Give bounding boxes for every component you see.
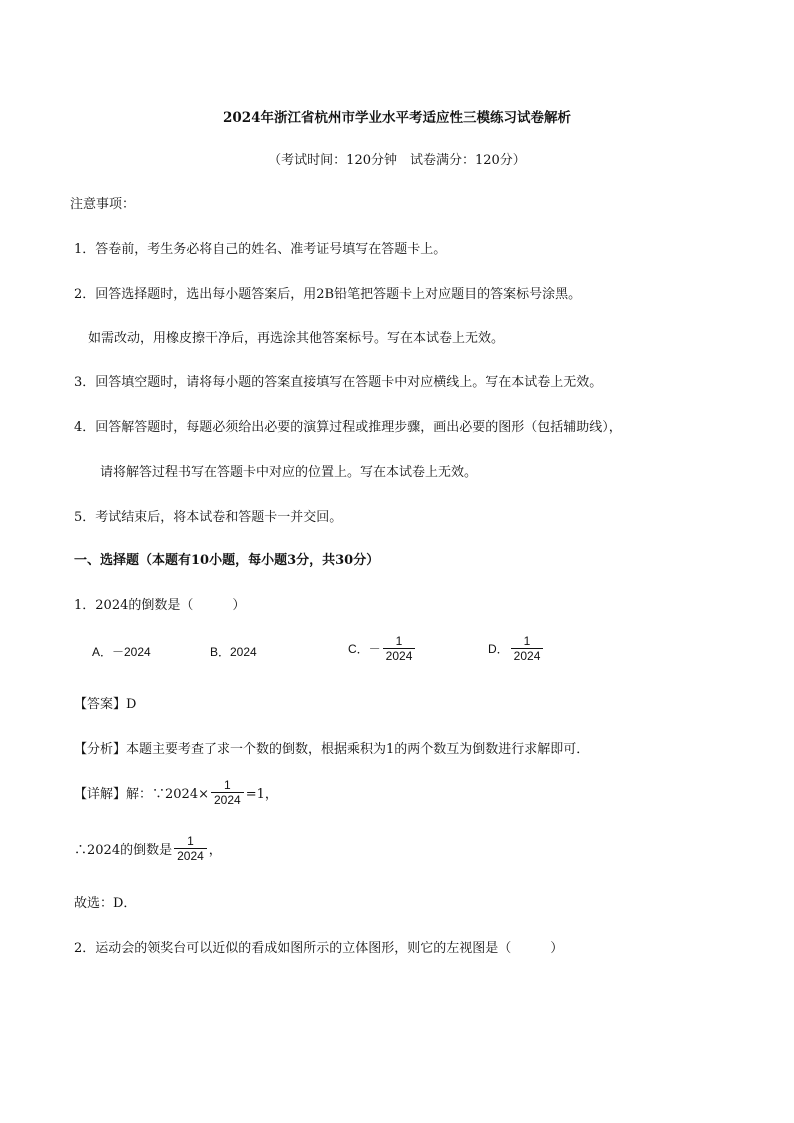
q1-conclusion-prefix: ∴2024的倒数是 [74,843,173,858]
q1-conclusion [74,834,222,863]
q1-option-b [210,643,257,660]
fraction-denominator: 2024 [511,648,544,663]
q1-option-c-fraction [383,634,416,663]
notice-item-2-cont: 如需改动，用橡皮擦干净后，再选涂其他答案标号。写在本试卷上无效。 [88,331,505,346]
q1-detail-suffix: =1， [245,787,278,802]
q1-conclusion-fraction [174,834,207,863]
fraction-numerator: 1 [395,634,403,648]
notice-item-5: 5．考试结束后，将本试卷和答题卡一并交回。 [74,510,343,525]
notice-item-1: 1．答卷前，考生务必将自己的姓名、准考证号填写在答题卡上。 [74,242,447,257]
notice-heading: 注意事项： [70,197,136,212]
fraction-numerator: 1 [223,778,231,792]
q1-detail-fraction [211,778,244,807]
q1-option-c-prefix: C．－ [348,642,381,656]
q1-detail-prefix: 【详解】解：∵2024× [74,787,209,802]
exam-info: （考试时间：120分钟 试卷满分：120分） [268,153,526,168]
q1-option-d [488,634,545,663]
q1-stem: 1．2024的倒数是（ ） [74,598,246,613]
q1-option-a [92,643,151,660]
notice-item-4: 4．回答解答题时，每题必须给出必要的演算过程或推理步骤，画出必要的图形（包括辅助线）， [74,420,622,435]
q1-answer: 【答案】D [74,697,137,712]
q1-conclusion-suffix: ， [208,843,222,858]
q1-choose: 故选：D． [74,896,137,911]
q1-option-b-text: B．2024 [210,645,257,659]
q1-option-d-fraction [511,634,544,663]
fraction-denominator: 2024 [174,848,207,863]
fraction-denominator: 2024 [211,792,244,807]
fraction-numerator: 1 [187,834,194,848]
q2-stem: 2．运动会的领奖台可以近似的看成如图所示的立体图形，则它的左视图是（ ） [74,941,564,956]
q1-analysis: 【分析】本题主要考查了求一个数的倒数，根据乘积为1的两个数互为倒数进行求解即可． [74,742,590,757]
page-title: 2024年浙江省杭州市学业水平考适应性三模练习试卷解析 [222,110,572,126]
notice-item-4-cont: 请将解答过程书写在答题卡中对应的位置上。写在本试卷上无效。 [100,465,478,480]
fraction-numerator: 1 [523,634,531,648]
notice-item-3: 3．回答填空题时，请将每小题的答案直接填写在答题卡中对应横线上。写在本试卷上无效。 [74,375,603,390]
q1-option-a-text: A．－2024 [92,645,151,659]
q1-option-c [348,634,417,663]
q1-option-d-prefix: D． [488,642,509,656]
fraction-denominator: 2024 [383,648,416,663]
notice-item-2: 2．回答选择题时，选出每小题答案后，用2B铅笔把答题卡上对应题目的答案标号涂黑。 [74,287,582,302]
section-heading: 一、选择题（本题有10小题，每小题3分，共30分） [74,553,380,568]
q1-detail [74,778,278,807]
